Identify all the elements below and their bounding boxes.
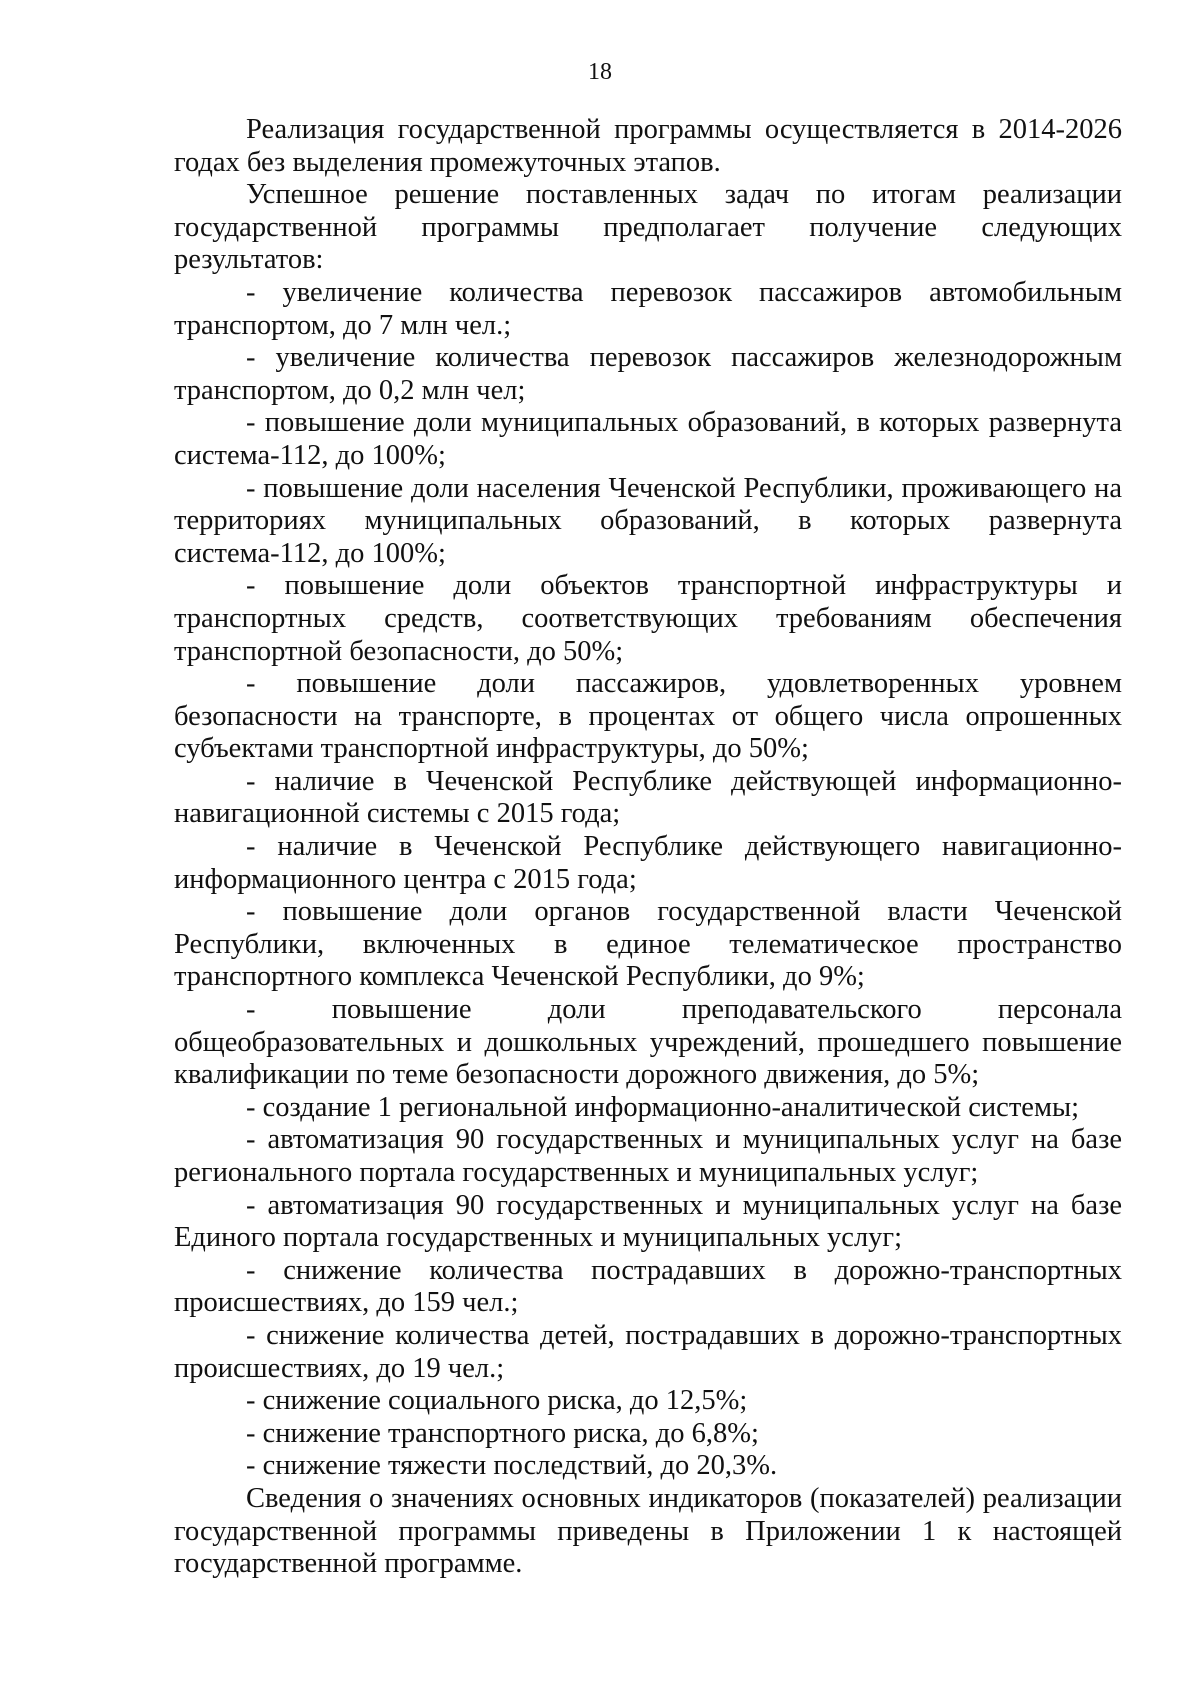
result-item: - увеличение количества перевозок пассажиров железнодорожным транспортом, до 0,2 млн чел; — [174, 342, 1122, 406]
result-item: - автоматизация 90 государственных и муниципальных услуг на базе регионального портала государственных и муниципальных услуг; — [174, 1124, 1122, 1188]
result-item: - снижение количества пострадавших в дорожно-транспортных происшествиях, до 159 чел.; — [174, 1254, 1122, 1319]
result-item: - повышение доли муниципальных образований, в которых развернута система-112, до 100%; — [174, 407, 1122, 471]
result-item: - повышение доли объектов транспортной инфраструктуры и транспортных средств, соответствующих требованиям обеспечения транспортной безопасности, до 50%; — [174, 570, 1122, 667]
document-body — [174, 114, 1122, 1581]
result-item: - повышение доли органов государственной власти Чеченской Республики, включенных в единое телематическое пространство транспортного комплекса Чеченской Республики, до 9%; — [174, 896, 1122, 993]
result-item: - повышение доли населения Чеченской Республики, проживающего на территориях муниципальных образований, в которых развернута система-112, до 100%; — [174, 472, 1122, 569]
result-item: - повышение доли пассажиров, удовлетворенных уровнем безопасности на транспорте, в процентах от общего числа опрошенных субъектами транспортной инфраструктуры, до 50%; — [174, 668, 1122, 765]
result-item: - повышение доли преподавательского персонала общеобразовательных и дошкольных учреждений, прошедшего повышение квалификации по теме безопасности дорожного движения, до 5%; — [174, 994, 1122, 1091]
result-item: - наличие в Чеченской Республике действующего навигационно-информационного центра с 2015 года; — [174, 831, 1122, 895]
result-item: - автоматизация 90 государственных и муниципальных услуг на базе Единого портала государственных и муниципальных услуг; — [174, 1189, 1122, 1254]
paragraph-indicators-reference: Сведения о значениях основных индикаторов (показателей) реализации государственной программы приведены в Приложении 1 к настоящей государственной программе. — [174, 1482, 1122, 1580]
result-item: - создание 1 региональной информационно-аналитической системы; — [246, 1091, 1080, 1123]
result-item: - снижение социального риска, до 12,5%; — [246, 1385, 748, 1417]
result-item: - снижение количества детей, пострадавших в дорожно-транспортных происшествиях, до 19 чел.; — [174, 1319, 1122, 1384]
result-item: - наличие в Чеченской Республике действующей информационно-навигационной системы с 2015 года; — [174, 765, 1122, 830]
paragraph-implementation-period: Реализация государственной программы осуществляется в 2014-2026 годах без выделения промежуточных этапов. — [174, 114, 1122, 178]
result-item: - снижение транспортного риска, до 6,8%; — [246, 1417, 759, 1449]
result-item: - увеличение количества перевозок пассажиров автомобильным транспортом, до 7 млн чел.; — [174, 276, 1122, 341]
result-item: - снижение тяжести последствий, до 20,3%. — [246, 1450, 778, 1482]
page-number: 18 — [588, 59, 612, 85]
paragraph-expected-results-intro: Успешное решение поставленных задач по итогам реализации государственной программы предполагает получение следующих результатов: — [174, 179, 1122, 276]
